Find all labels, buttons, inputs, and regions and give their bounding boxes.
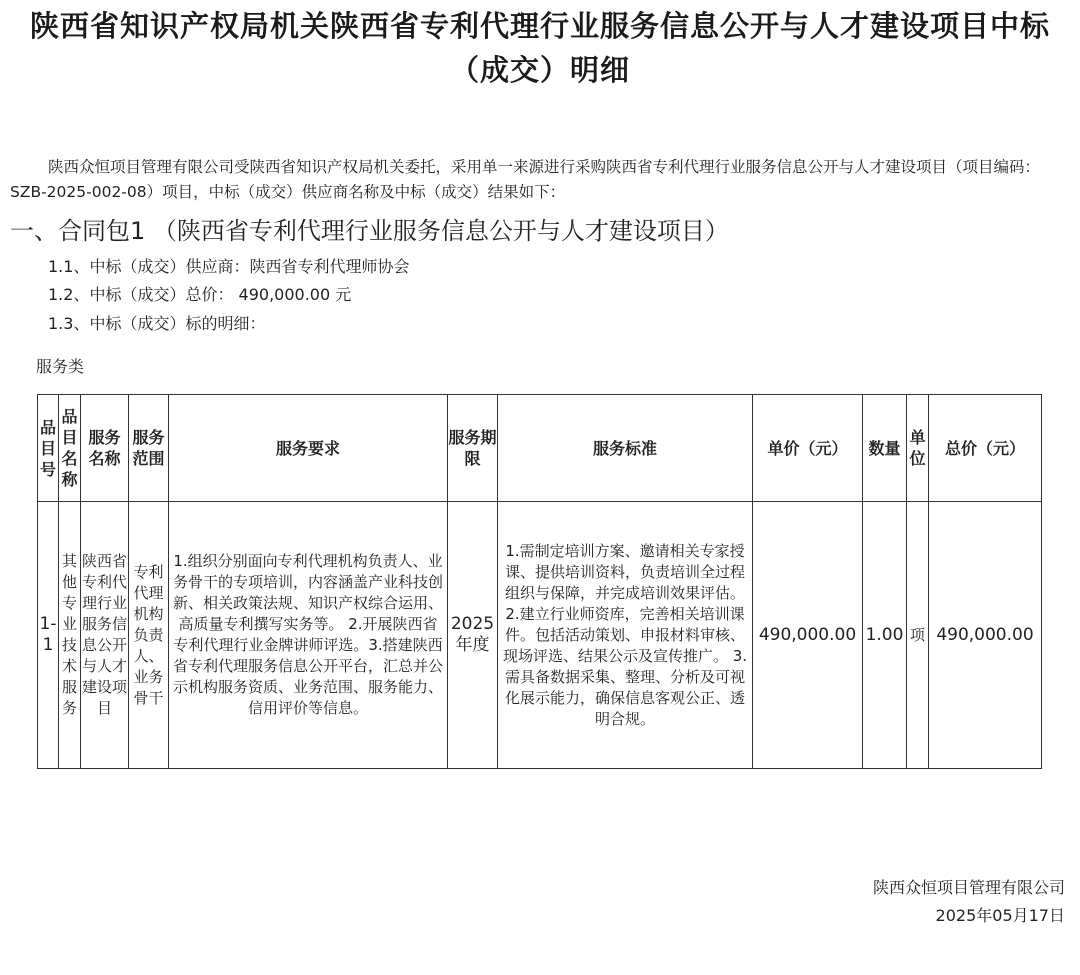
cell-unit: 项	[907, 502, 929, 769]
cell-service-scope: 专利代理机构负责人、业务骨干	[129, 502, 169, 769]
cell-service-requirements: 1.组织分别面向专利代理机构负责人、业务骨干的专项培训，内容涵盖产业科技创新、相关政策法规、知识产权综合运用、高质量专利撰写实务等。 2.开展陕西省专利代理行业金牌讲师评选。3.搭建陕西省专利代理服务信息公开平台，汇总并公示机构服务资质、业务范围、服务能力、信用评价等信息。	[169, 502, 448, 769]
intro-paragraph: 陕西众恒项目管理有限公司受陕西省知识产权局机关委托，采用单一来源进行采购陕西省专利代理行业服务信息公开与人才建设项目（项目编码：SZB-2025-002-08）项目，中标（成交）供应商名称及中标（成交）结果如下：	[10, 158, 1041, 201]
header-service-name: 服务名称	[81, 395, 129, 502]
header-service-period: 服务期限	[448, 395, 498, 502]
header-item-name: 品目名称	[59, 395, 81, 502]
cell-quantity: 1.00	[863, 502, 907, 769]
cell-item-name: 其他专业技术服务	[59, 502, 81, 769]
supplier-line: 1.1、中标（成交）供应商：陕西省专利代理师协会	[48, 257, 410, 276]
footer-date: 2025年05月17日	[935, 906, 1065, 925]
table-row	[38, 502, 1042, 769]
cell-service-standard: 1.需制定培训方案、邀请相关专家授课、提供培训资料，负责培训全过程组织与保障，并完成培训效果评估。 2.建立行业师资库，完善相关培训课件。包括活动策划、申报材料审核、现场评选、结果公示及宣传推广。 3.需具备数据采集、整理、分析及可视化展示能力，确保信息客观公正、透明合规。	[498, 502, 753, 769]
header-unit: 单位	[907, 395, 929, 502]
cell-service-period: 2025年度	[448, 502, 498, 769]
category-label: 服务类	[36, 357, 85, 376]
header-quantity: 数量	[863, 395, 907, 502]
header-unit-price: 单价（元）	[753, 395, 863, 502]
cell-total-price: 490,000.00	[929, 502, 1042, 769]
table-header-row	[38, 395, 1042, 502]
header-total-price: 总价（元）	[929, 395, 1042, 502]
detail-table	[37, 394, 1042, 769]
footer-company: 陕西众恒项目管理有限公司	[872, 878, 1065, 897]
page-title: 陕西省知识产权局机关陕西省专利代理行业服务信息公开与人才建设项目中标（成交）明细	[29, 9, 1050, 87]
cell-item-no: 1-1	[38, 502, 59, 769]
section-heading: 一、合同包1 （陕西省专利代理行业服务信息公开与人才建设项目）	[10, 217, 729, 245]
header-service-scope: 服务范围	[129, 395, 169, 502]
cell-service-name: 陕西省专利代理行业服务信息公开与人才建设项目	[81, 502, 129, 769]
cell-unit-price: 490,000.00	[753, 502, 863, 769]
detail-label-line: 1.3、中标（成交）标的明细：	[48, 314, 266, 333]
total-price-line: 1.2、中标（成交）总价： 490,000.00 元	[48, 285, 352, 304]
header-item-no: 品目号	[38, 395, 59, 502]
header-service-requirements: 服务要求	[169, 395, 448, 502]
header-service-standard: 服务标准	[498, 395, 753, 502]
